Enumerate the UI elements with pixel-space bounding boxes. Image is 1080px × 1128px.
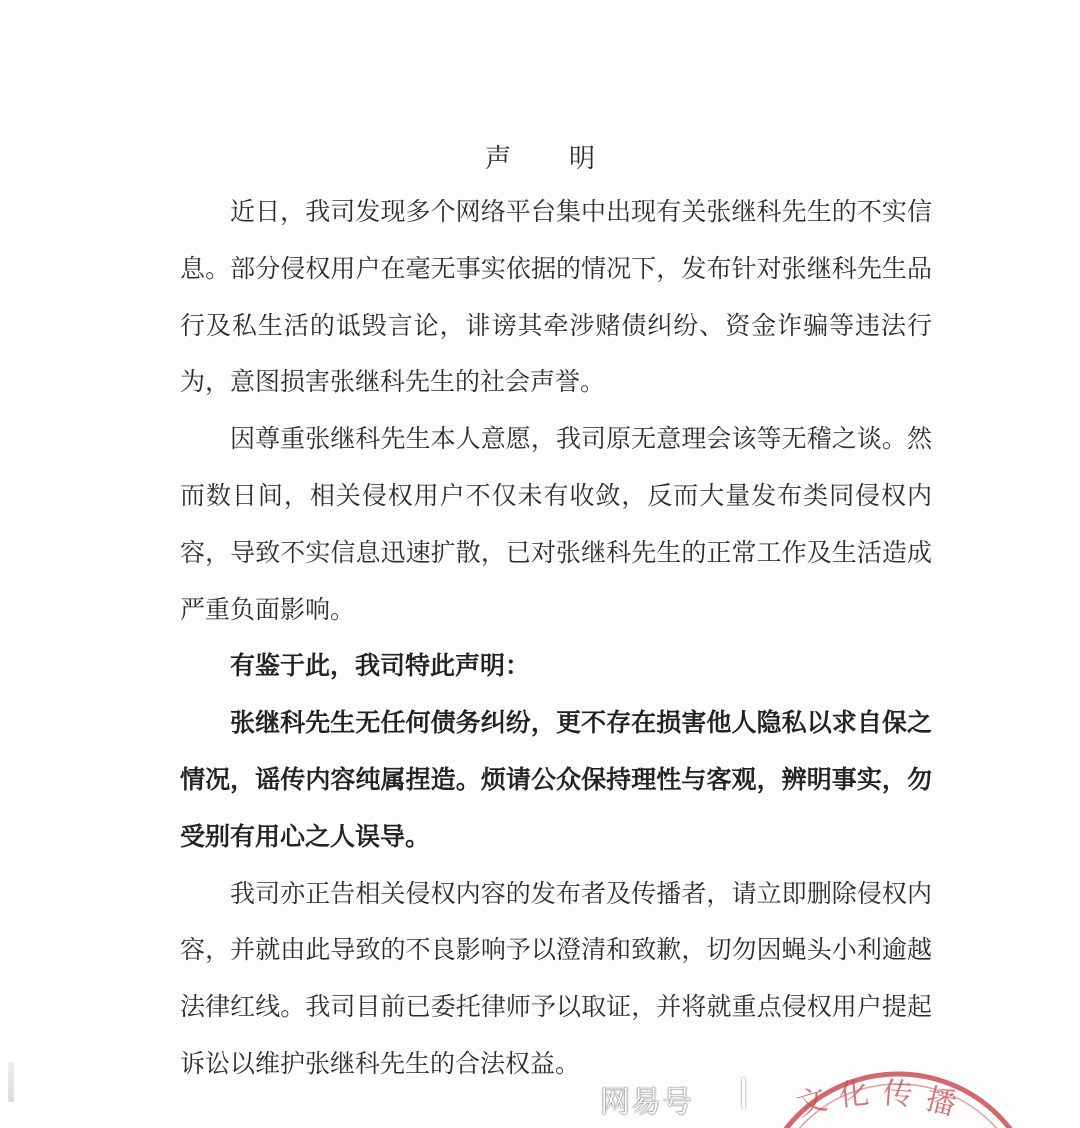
- paragraph-2: 因尊重张继科先生本人意愿，我司原无意理会该等无稽之谈。然而数日间，相关侵权用户不仅未有收敛，反而大量发布类同侵权内容，导致不实信息迅速扩散，已对张继科先生的正常工作及生活造成严重负面影响。: [180, 424, 932, 624]
- scan-edge-mark: [8, 1062, 14, 1102]
- svg-text:化: 化: [837, 1076, 871, 1114]
- paragraph-1: 近日，我司发现多个网络平台集中出现有关张继科先生的不实信息。部分侵权用户在毫无事实依据的情况下，发布针对张继科先生品行及私生活的诋毁言论，诽谤其牵涉赌债纠纷、资金诈骗等违法行为，意图损害张继科先生的社会声誉。: [180, 197, 932, 397]
- document-body: [180, 184, 932, 1093]
- paragraph-4-statement: 张继科先生无任何债务纠纷，更不存在损害他人隐私以求自保之情况，谣传内容纯属捏造。烦请公众保持理性与客观，辨明事实，勿受别有用心之人误导。: [180, 708, 932, 851]
- platform-watermark: 网易号: [600, 1085, 693, 1120]
- title-char-right: 明: [569, 144, 596, 174]
- paragraph-5: 我司亦正告相关侵权内容的发布者及传播者，请立即删除侵权内容，并就由此导致的不良影响予以澄清和致歉，切勿因蝇头小利逾越法律红线。我司目前已委托律师予以取证，并将就重点侵权用户提起诉讼以维护张继科先生的合法权益。: [180, 878, 932, 1078]
- document-title: [0, 138, 1080, 175]
- watermark-divider: [742, 1078, 745, 1108]
- title-char-left: 声: [484, 144, 511, 174]
- paragraph-3-heading: 有鉴于此，我司特此声明：: [230, 651, 531, 681]
- company-seal: [748, 1066, 1018, 1128]
- seal-stamp-icon: [748, 1066, 1018, 1128]
- svg-text:播: 播: [922, 1081, 960, 1124]
- svg-text:文: 文: [792, 1081, 832, 1124]
- svg-text:传: 传: [881, 1076, 914, 1114]
